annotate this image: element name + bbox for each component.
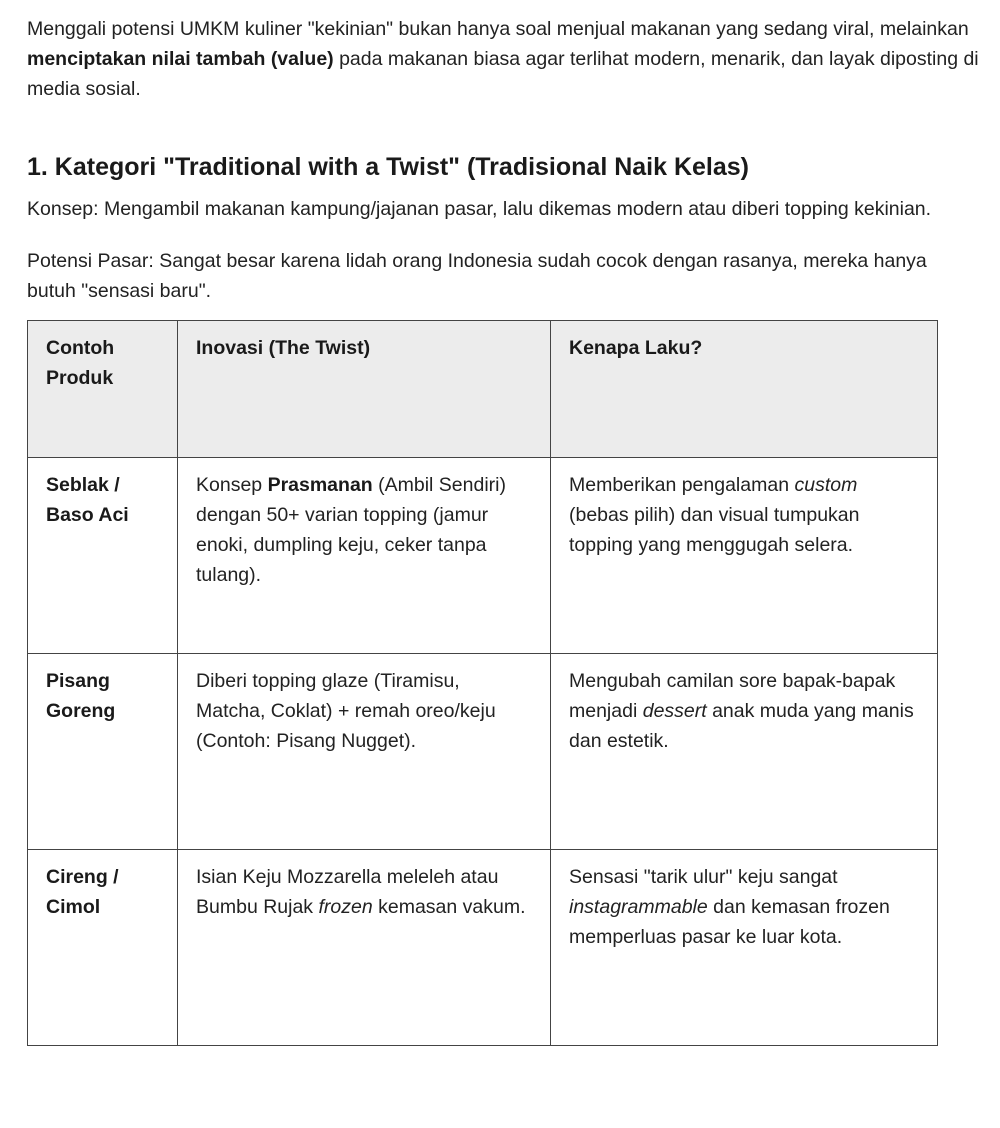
reason-text: (bebas pilih) dan visual tumpukan topping yang menggugah selera. [569, 504, 860, 556]
innovation-italic: frozen [318, 896, 373, 918]
innovation-bold: Prasmanan [267, 474, 373, 496]
innovation-text: (Ambil Sendiri) dengan 50+ varian topping (jamur enoki, dumpling keju, ceker tanpa tulang). [196, 474, 506, 586]
header-innovation: Inovasi (The Twist) [178, 321, 551, 458]
cell-innovation [178, 458, 551, 654]
reason-text: dan kemasan frozen memperluas pasar ke luar kota. [569, 896, 890, 948]
reason-italic: dessert [642, 700, 707, 722]
intro-paragraph [27, 14, 982, 104]
reason-italic: custom [794, 474, 858, 496]
intro-bold-phrase: menciptakan nilai tambah (value) [27, 48, 334, 70]
reason-italic: instagrammable [569, 896, 708, 918]
product-twist-table [27, 320, 938, 1046]
reason-text: Memberikan pengalaman [569, 474, 795, 496]
concept-paragraph: Konsep: Mengambil makanan kampung/jajanan pasar, lalu dikemas modern atau diberi topping kekinian. [27, 198, 932, 220]
innovation-text: Konsep [196, 474, 268, 496]
reason-text: Sensasi "tarik ulur" keju sangat [569, 866, 838, 888]
cell-innovation: Diberi topping glaze (Tiramisu, Matcha, Coklat) + remah oreo/keju (Contoh: Pisang Nugget). [178, 654, 551, 850]
cell-product: Seblak / Baso Aci [28, 458, 178, 654]
market-potential-paragraph: Potensi Pasar: Sangat besar karena lidah orang Indonesia sudah cocok dengan rasanya, mereka hanya butuh "sensasi baru". [27, 250, 927, 302]
reason-text: anak muda yang manis dan estetik. [569, 700, 914, 752]
table-header-row [28, 321, 938, 458]
innovation-text: kemasan vakum. [372, 896, 526, 918]
table-row [28, 654, 938, 850]
cell-innovation [178, 850, 551, 1046]
cell-product: Pisang Goreng [28, 654, 178, 850]
section-heading: 1. Kategori "Traditional with a Twist" (Tradisional Naik Kelas) [27, 153, 750, 181]
header-reason: Kenapa Laku? [551, 321, 938, 458]
intro-text-start: Menggali potensi UMKM kuliner "kekinian" bukan hanya soal menjual makanan yang sedang viral, melainkan [27, 18, 969, 40]
cell-product: Cireng / Cimol [28, 850, 178, 1046]
table-row [28, 458, 938, 654]
cell-reason [551, 850, 938, 1046]
header-product: Contoh Produk [28, 321, 178, 458]
reason-text: Mengubah camilan sore bapak-bapak menjadi [569, 670, 896, 722]
intro-text-end: pada makanan biasa agar terlihat modern, menarik, dan layak diposting di media sosial. [27, 48, 979, 100]
cell-reason [551, 654, 938, 850]
cell-reason [551, 458, 938, 654]
document-body [27, 14, 987, 1046]
innovation-text: Isian Keju Mozzarella meleleh atau Bumbu Rujak [196, 866, 499, 918]
table-row [28, 850, 938, 1046]
